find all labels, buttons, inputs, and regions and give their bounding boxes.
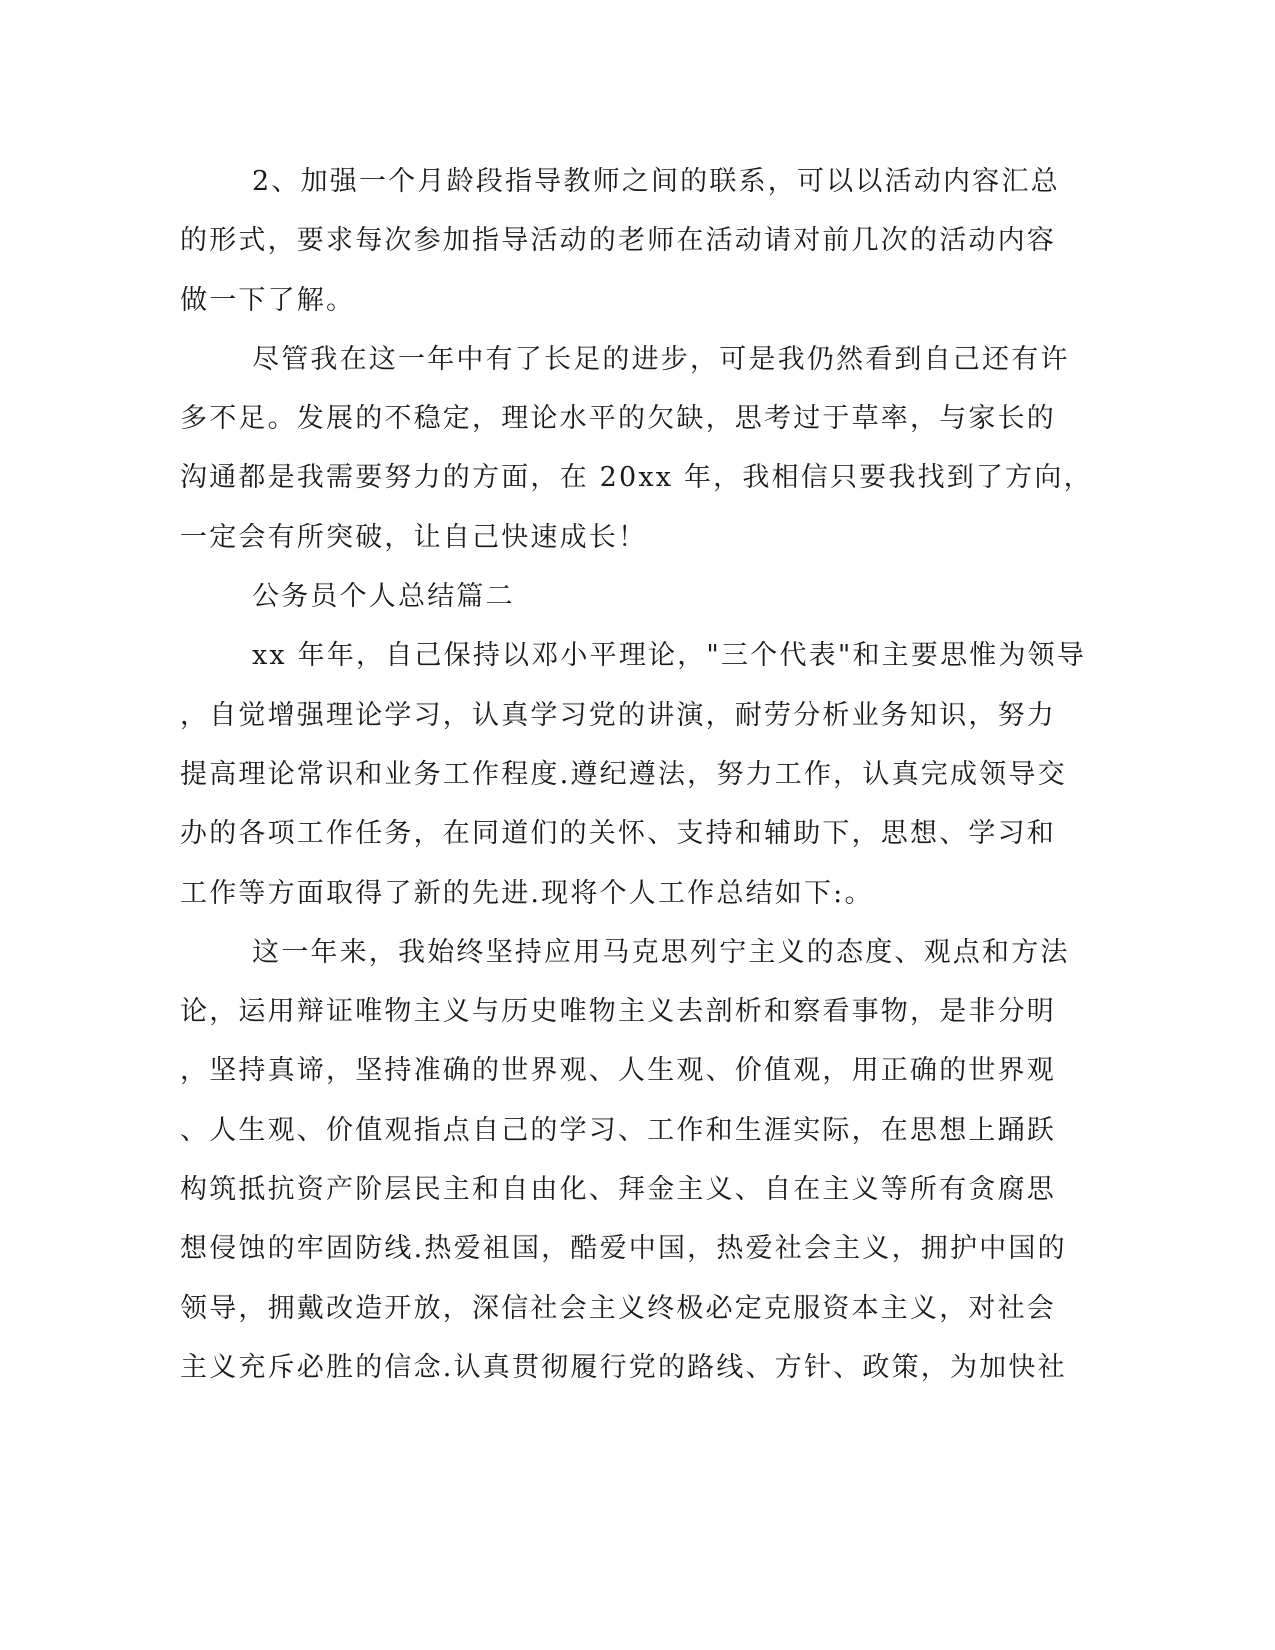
paragraph-line: 沟通都是我需要努力的方面，在 20xx 年，我相信只要我找到了方向， [180,462,1093,494]
paragraph-line: 想侵蚀的牢固防线.热爱祖国，酷爱中国，热爱社会主义，拥护中国的 [180,1233,1067,1265]
section-heading: 公务员个人总结篇二 [252,581,515,613]
paragraph-line: xx 年年，自己保持以邓小平理论，"三个代表"和主要思惟为领导 [252,640,1087,672]
paragraph-line: 主义充斥必胜的信念.认真贯彻履行党的路线、方针、政策，为加快社 [180,1351,1067,1383]
paragraph-line: ，自觉增强理论学习，认真学习党的讲演，耐劳分析业务知识，努力 [180,699,1056,731]
document-body [180,152,1093,1397]
paragraph-line: 、人生观、价值观指点自己的学习、工作和生涯实际，在思想上踊跃 [180,1114,1056,1146]
paragraph-line: 尽管我在这一年中有了长足的进步，可是我仍然看到自己还有许 [252,343,1070,375]
paragraph-line: 工作等方面取得了新的先进.现将个人工作总结如下:。 [180,877,874,909]
paragraph-line: 构筑抵抗资产阶层民主和自由化、拜金主义、自在主义等所有贪腐思 [180,1174,1056,1206]
paragraph-line: 办的各项工作任务，在同道们的关怀、支持和辅助下，思想、学习和 [180,818,1056,850]
paragraph-line: 一定会有所突破，让自己快速成长！ [180,521,648,553]
paragraph-line: 的形式，要求每次参加指导活动的老师在活动请对前几次的活动内容 [180,225,1056,257]
paragraph-line: 领导，拥戴改造开放，深信社会主义终极必定克服资本主义，对社会 [180,1292,1056,1324]
paragraph-line: 多不足。发展的不稳定，理论水平的欠缺，思考过于草率，与家长的 [180,403,1056,435]
paragraph-line: 做一下了解。 [180,284,356,316]
paragraph-line: 论，运用辩证唯物主义与历史唯物主义去剖析和察看事物，是非分明 [180,996,1056,1028]
paragraph-line: 提高理论常识和业务工作程度.遵纪遵法，努力工作，认真完成领导交 [180,758,1067,790]
paragraph-line: ，坚持真谛，坚持准确的世界观、人生观、价值观，用正确的世界观 [180,1055,1056,1087]
paragraph-line: 2、加强一个月龄段指导教师之间的联系，可以以活动内容汇总 [252,166,1060,197]
paragraph-line: 这一年来，我始终坚持应用马克思列宁主义的态度、观点和方法 [252,936,1070,968]
